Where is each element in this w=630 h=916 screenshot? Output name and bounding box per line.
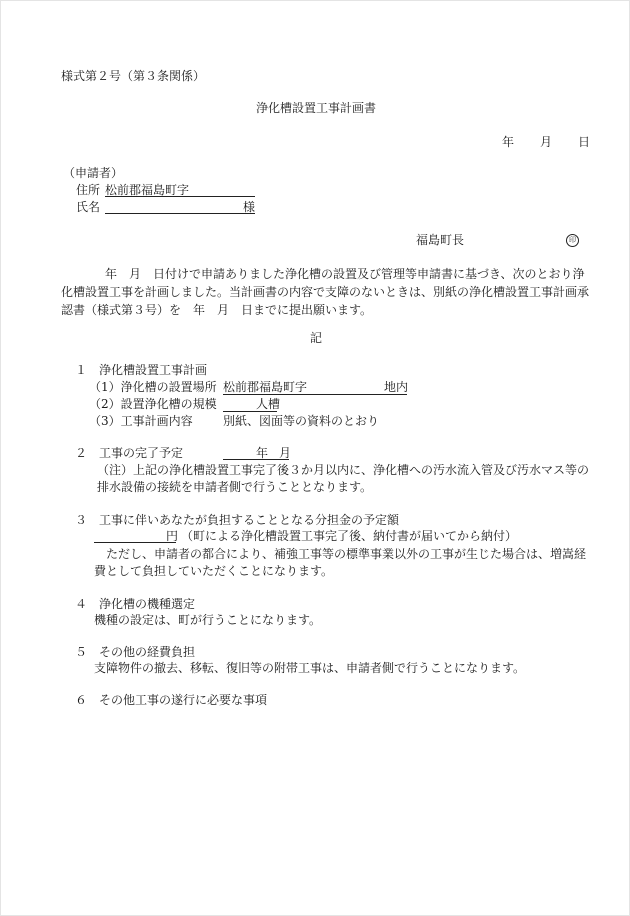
address-underline [105,196,255,197]
ki-heading: 記 [309,331,322,345]
item3-para: ただし、申請者の都合により、補強工事等の標準事業以外の工事が生じた場合は、増嵩経費として負担していただくことになります。 [94,547,587,578]
name-label: 氏名 [76,200,101,214]
addressee-name: 福島町長 [416,233,465,247]
form-number: 様式第２号（第３条関係） [61,69,206,83]
item3-amount-underline [94,542,176,543]
item1-row1-label: （1）浄化槽の設置場所 [89,380,217,394]
item2-heading: ２ 工事の完了予定 [75,446,184,460]
item3-yen-note: （町による浄化槽設置工事完了後、納付書が届いてから納付） [181,529,518,543]
applicant-label: （申請者） [63,166,124,180]
name-suffix: 様 [243,200,256,214]
item4-heading: ４ 浄化槽の機種選定 [75,597,196,611]
item2-note: （注）上記の浄化槽設置工事完了後３か月以内に、浄化槽への汚水流入管及び汚水マス等の排水設備の接続を申請者側で行うこととなります。 [97,463,590,494]
item3-yen: 円 [166,529,179,543]
document-title: 浄化槽設置工事計画書 [255,101,376,115]
date-day: 日 [578,135,591,149]
name-underline [105,213,255,214]
item1-row3-label: （3）工事計画内容 [89,414,193,428]
date-month: 月 [540,135,553,149]
date-line [502,135,590,150]
item1-row3-value: 別紙、図面等の資料のとおり [223,414,380,428]
item1-row2-suffix: 人槽 [256,397,281,411]
item1-row1-value: 松前郡福島町字 [223,380,308,394]
seal-icon: 印 [566,234,579,247]
item1-row1-underline [223,394,407,395]
date-year: 年 [502,135,515,149]
item4-body: 機種の設定は、町が行うことになります。 [94,613,322,627]
address-label: 住所 [76,183,101,197]
intro-paragraph: 年 月 日付けで申請ありました浄化槽の設置及び管理等申請書に基づき、次のとおり浄化槽設置工事を計画しました。当計画書の内容で支障のないときは、別紙の浄化槽設置工事計画承認書（様式第３号）を 年 月 日までに提出願います。 [61,267,590,317]
address-value: 松前郡福島町字 [105,183,190,197]
item5-body: 支障物件の撤去、移転、復旧等の附帯工事は、申請者側で行うことになります。 [94,661,526,675]
item1-row1-suffix: 地内 [384,380,409,394]
item3-heading: ３ 工事に伴いあなたが負担することとなる分担金の予定額 [75,513,400,527]
item5-heading: ５ その他の経費負担 [75,645,196,659]
item2-year: 年 [256,446,269,460]
item1-row2-label: （2）設置浄化槽の規模 [89,397,217,411]
seal-mark [566,233,579,248]
item2-month: 月 [279,446,292,460]
item1-heading: １ 浄化槽設置工事計画 [75,363,208,377]
item6-heading: ６ その他工事の遂行に必要な事項 [75,693,268,707]
